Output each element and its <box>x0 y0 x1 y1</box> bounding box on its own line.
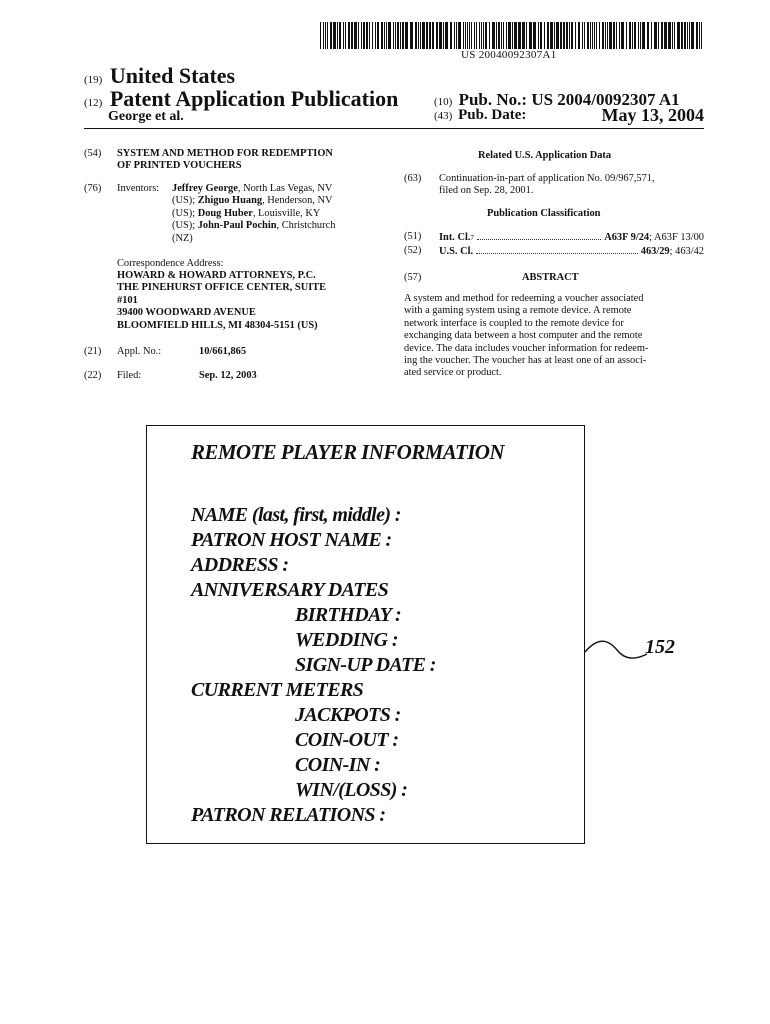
figure-line: PATRON RELATIONS : <box>191 804 386 826</box>
inventor-place: (US); <box>172 220 198 232</box>
inventor-place: , Christchurch <box>276 220 336 232</box>
abstract-line: device. The data includes voucher information for redeem- <box>404 342 649 354</box>
appl-code: (21) <box>84 346 102 357</box>
country-code: (19) <box>84 74 103 86</box>
continuation-code: (63) <box>404 173 422 184</box>
appl-label: Appl. No.: <box>117 346 162 357</box>
inventor-name: Jeffrey George <box>172 183 238 194</box>
abstract-line: ated service or product. <box>404 367 502 379</box>
dot-leader <box>477 231 601 240</box>
figure-line: COIN-OUT : <box>295 729 399 751</box>
abstract-line: exchanging data between a host computer and the remote <box>404 330 643 342</box>
figure-line: COIN-IN : <box>295 754 381 776</box>
inventor-place: , Louisville, KY <box>252 207 321 219</box>
inventors-label: Inventors: <box>117 183 160 194</box>
us-cl-value: 463/29 <box>640 246 670 257</box>
address-line: #101 <box>117 294 138 306</box>
inventor-place: (US); <box>172 207 198 219</box>
header-rule <box>84 128 704 129</box>
figure-line: PATRON HOST NAME : <box>191 529 392 551</box>
inventors-list <box>172 183 387 245</box>
figure-line: WIN/(LOSS) : <box>295 779 408 801</box>
inventors-code: (76) <box>84 183 102 194</box>
title-code: (54) <box>84 148 102 159</box>
int-cl-value: A63F 9/24 <box>604 232 650 243</box>
title-line-1: SYSTEM AND METHOD FOR REDEMPTION <box>117 148 333 159</box>
appl-no: 10/661,865 <box>199 346 247 357</box>
us-cl-label: U.S. Cl. <box>439 246 474 257</box>
pub-date: May 13, 2004 <box>601 105 704 125</box>
inventor-name: Zhiguo Huang <box>197 195 263 207</box>
pub-no-label: Pub. No.: <box>458 90 528 109</box>
authors: George et al. <box>108 109 184 124</box>
reference-numeral: 152 <box>645 636 675 658</box>
figure-line: WEDDING : <box>295 629 398 651</box>
pub-classification-heading: Publication Classification <box>487 208 601 219</box>
inventor-place: (US); <box>172 195 198 207</box>
figure-line: JACKPOTS : <box>295 704 401 726</box>
correspondence-label: Correspondence Address: <box>117 258 224 269</box>
continuation-line-2: filed on Sep. 28, 2001. <box>439 185 534 197</box>
title-line-2: OF PRINTED VOUCHERS <box>117 160 242 172</box>
pub-date-line <box>434 107 704 124</box>
correspondence-address <box>117 270 387 332</box>
address-line: HOWARD & HOWARD ATTORNEYS, P.C. <box>117 270 316 281</box>
figure-line: BIRTHDAY : <box>295 604 402 626</box>
inventor-name: Doug Huber <box>197 207 253 219</box>
inventor-place: , Henderson, NV <box>262 195 333 207</box>
inventor-place: , North Las Vegas, NV <box>237 183 333 194</box>
inventor-name: John-Paul Pochin <box>197 220 277 232</box>
address-line: BLOOMFIELD HILLS, MI 48304-5151 (US) <box>117 319 318 331</box>
barcode-number: US 20040092307A1 <box>461 49 557 61</box>
int-cl-value-rest: ; A63F 13/00 <box>649 232 704 243</box>
filed-code: (22) <box>84 370 102 381</box>
pub-date-code: (43) <box>434 110 453 122</box>
int-cl-superscript: 7 <box>470 234 474 242</box>
figure-line: ANNIVERSARY DATES <box>191 579 389 601</box>
abstract-heading: ABSTRACT <box>522 272 579 283</box>
pub-no-code: (10) <box>434 96 453 108</box>
us-cl-code: (52) <box>404 245 422 256</box>
figure-line: CURRENT METERS <box>191 679 364 701</box>
figure-title: REMOTE PLAYER INFORMATION <box>191 440 504 464</box>
figure-box <box>146 425 585 844</box>
figure-line: NAME (last, first, middle) : <box>191 504 401 526</box>
abstract-code: (57) <box>404 272 422 283</box>
invention-title <box>117 148 387 173</box>
figure-line: SIGN-UP DATE : <box>295 654 436 676</box>
pub-date-label: Pub. Date: <box>458 107 527 123</box>
figure-line: ADDRESS : <box>191 554 289 576</box>
us-cl-line <box>439 245 704 258</box>
int-cl-code: (51) <box>404 231 422 242</box>
continuation-line-1: Continuation-in-part of application No. 09/967,571, <box>439 173 655 184</box>
abstract-line: network interface is coupled to the remote device for <box>404 317 624 329</box>
abstract-line: with a gaming system using a remote device. A remote <box>404 305 632 317</box>
us-cl-value-rest: ; 463/42 <box>669 246 704 257</box>
barcode <box>320 22 702 49</box>
dot-leader <box>476 245 638 254</box>
pub-type-code: (12) <box>84 97 103 109</box>
int-cl-label: Int. Cl. <box>439 232 471 243</box>
country: United States <box>109 63 236 88</box>
filed-date: Sep. 12, 2003 <box>199 370 257 381</box>
reference-leader-line <box>583 630 653 670</box>
filed-label: Filed: <box>117 370 142 381</box>
abstract-line: A system and method for redeeming a voucher associated <box>404 293 644 304</box>
address-line: THE PINEHURST OFFICE CENTER, SUITE <box>117 282 327 294</box>
continuation-text <box>439 173 704 198</box>
pub-no: US 2004/0092307 A1 <box>531 90 680 109</box>
related-data-heading: Related U.S. Application Data <box>478 150 612 161</box>
abstract-line: ing the voucher. The voucher has at least one of an associ- <box>404 355 647 367</box>
int-cl-line <box>439 231 704 244</box>
pub-type: Patent Application Publication <box>109 86 399 111</box>
abstract-text <box>404 293 704 380</box>
inventor-place: (NZ) <box>172 232 193 244</box>
address-line: 39400 WOODWARD AVENUE <box>117 307 256 319</box>
